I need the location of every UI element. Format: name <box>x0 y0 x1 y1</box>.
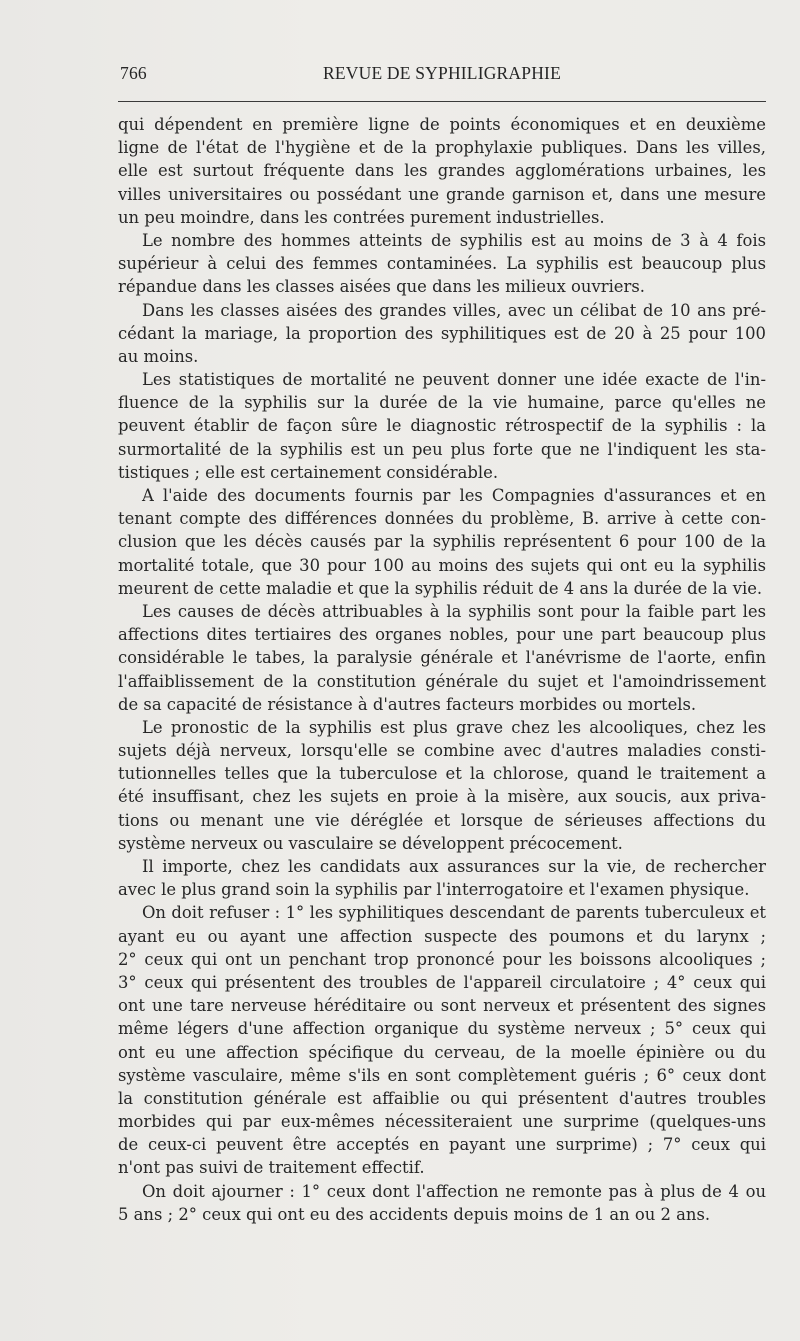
paragraph <box>118 113 766 229</box>
text-line: n'ont pas suivi de traitement effectif. <box>118 1158 425 1178</box>
text-line: considérable le tabes, la paralysie générale et l'anévrisme de l'aorte, enfin <box>118 648 766 668</box>
body-text <box>118 113 766 1226</box>
text-line: ayant eu ou ayant une affection suspecte des poumons et du larynx ; <box>118 926 766 946</box>
paragraph <box>118 901 766 1179</box>
paragraph <box>118 855 766 901</box>
text-line: un peu moindre, dans les contrées purement industrielles. <box>118 207 605 227</box>
page-header <box>118 60 766 86</box>
text-line: Le pronostic de la syphilis est plus grave chez les alcooliques, chez les <box>142 717 766 737</box>
paragraph <box>118 484 766 600</box>
paragraph <box>118 368 766 484</box>
text-line: système nerveux ou vasculaire se développent précocement. <box>118 833 623 853</box>
text-line: On doit refuser : 1° les syphilitiques descendant de parents tuberculeux et <box>142 903 766 923</box>
text-line: surmortalité de la syphilis est un peu plus forte que ne l'indiquent les sta- <box>118 439 766 459</box>
text-line: tistiques ; elle est certainement considérable. <box>118 462 499 482</box>
paragraph <box>118 1180 766 1226</box>
page-number: 766 <box>120 63 147 83</box>
text-line: l'affaiblissement de la constitution générale du sujet et l'amoindrissement <box>118 671 766 691</box>
text-line: sujets déjà nerveux, lorsqu'elle se combine avec d'autres maladies consti- <box>118 741 766 761</box>
paragraph <box>118 299 766 369</box>
header-rule <box>118 101 766 102</box>
text-line: qui dépendent en première ligne de points économiques et en deuxième <box>118 115 766 134</box>
text-line: ligne de l'état de l'hygiène et de la prophylaxie publiques. Dans les villes, <box>118 138 766 158</box>
paragraph <box>118 716 766 855</box>
text-line: ont une tare nerveuse héréditaire ou sont nerveux et présentent des signes <box>118 996 766 1016</box>
text-line: Le nombre des hommes atteints de syphilis est au moins de 3 à 4 fois <box>142 230 766 250</box>
text-line: clusion que les décès causés par la syphilis représentent 6 pour 100 de la <box>118 532 766 552</box>
text-line: peuvent établir de façon sûre le diagnostic rétrospectif de la syphilis : la <box>118 416 766 436</box>
running-title: REVUE DE SYPHILIGRAPHIE <box>323 63 561 83</box>
text-line: meurent de cette maladie et que la syphilis réduit de 4 ans la durée de la vie. <box>118 578 763 598</box>
text-line: Il importe, chez les candidats aux assurances sur la vie, de rechercher <box>142 857 766 876</box>
text-line: tions ou menant une vie déréglée et lorsque de sérieuses affections du <box>118 810 766 830</box>
text-line: répandue dans les classes aisées que dans les milieux ouvriers. <box>118 277 645 297</box>
paragraph <box>118 600 766 716</box>
text-line: fluence de la syphilis sur la durée de la vie humaine, parce qu'elles ne <box>118 393 766 413</box>
text-line: supérieur à celui des femmes contaminées. La syphilis est beaucoup plus <box>118 254 766 274</box>
text-line: même légers d'une affection organique du système nerveux ; 5° ceux qui <box>118 1019 766 1039</box>
text-line: cédant la mariage, la proportion des syphilitiques est de 20 à 25 pour 100 <box>118 323 766 343</box>
text-line: mortalité totale, que 30 pour 100 au moins des sujets qui ont eu la syphilis <box>118 555 766 575</box>
text-line: On doit ajourner : 1° ceux dont l'affection ne remonte pas à plus de 4 ou <box>142 1181 766 1201</box>
text-line: Dans les classes aisées des grandes villes, avec un célibat de 10 ans pré- <box>142 300 766 320</box>
text-line: 3° ceux qui présentent des troubles de l'appareil circulatoire ; 4° ceux qui <box>118 972 766 992</box>
text-line: 5 ans ; 2° ceux qui ont eu des accidents depuis moins de 1 an ou 2 ans. <box>118 1204 711 1224</box>
text-line: affections dites tertiaires des organes nobles, pour une part beaucoup plus <box>118 625 766 645</box>
text-line: la constitution générale est affaiblie ou qui présentent d'autres troubles <box>118 1088 766 1108</box>
text-line: au moins. <box>118 346 199 366</box>
text-line: système vasculaire, même s'ils en sont complètement guéris ; 6° ceux dont <box>118 1065 766 1085</box>
text-line: elle est surtout fréquente dans les grandes agglomérations urbaines, les <box>118 161 766 181</box>
text-line: de sa capacité de résistance à d'autres facteurs morbides ou mortels. <box>118 694 697 714</box>
text-line: Les causes de décès attribuables à la syphilis sont pour la faible part les <box>142 601 766 621</box>
text-line: tenant compte des différences données du problème, B. arrive à cette con- <box>118 509 766 529</box>
text-line: 2° ceux qui ont un penchant trop prononcé pour les boissons alcooliques ; <box>118 949 766 969</box>
paragraph <box>118 229 766 299</box>
text-line: de ceux-ci peuvent être acceptés en payant une surprime) ; 7° ceux qui <box>118 1135 766 1155</box>
text-line: morbides qui par eux-mêmes nécessiteraient une surprime (quelques-uns <box>118 1112 766 1132</box>
text-line: Les statistiques de mortalité ne peuvent donner une idée exacte de l'in- <box>142 370 766 390</box>
text-line: tutionnelles telles que la tuberculose et la chlorose, quand le traitement a <box>118 764 766 784</box>
text-line: été insuffisant, chez les sujets en proie à la misère, aux soucis, aux priva- <box>118 787 766 807</box>
text-line: ont eu une affection spécifique du cerveau, de la moelle épinière ou du <box>118 1042 766 1062</box>
text-line: villes universitaires ou possédant une grande garnison et, dans une mesure <box>118 184 766 204</box>
text-line: A l'aide des documents fournis par les Compagnies d'assurances et en <box>142 486 766 505</box>
text-line: avec le plus grand soin la syphilis par l'interrogatoire et l'examen physique. <box>118 880 750 900</box>
